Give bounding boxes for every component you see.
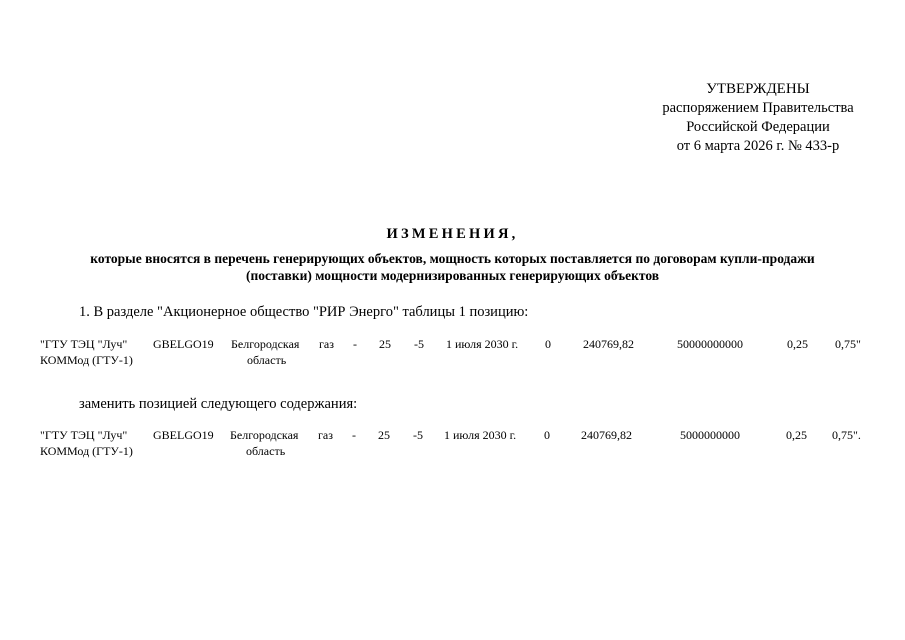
object-name-line-1: "ГТУ ТЭЦ "Луч" bbox=[40, 337, 128, 351]
region-line-2: область bbox=[247, 353, 287, 367]
dash-value: - bbox=[353, 337, 357, 351]
fuel-type: газ bbox=[319, 337, 334, 351]
value-1: 25 bbox=[378, 428, 390, 442]
value-1: 25 bbox=[379, 337, 391, 351]
object-name-line-2: КОММод (ГТУ-1) bbox=[40, 444, 133, 458]
dash-value: - bbox=[352, 428, 356, 442]
value-7: 0,75" bbox=[835, 337, 861, 351]
table-row-replacement bbox=[0, 427, 905, 461]
document-subtitle bbox=[20, 250, 885, 284]
approval-block bbox=[600, 80, 905, 156]
document-title: ИЗМЕНЕНИЯ, bbox=[386, 226, 519, 242]
start-date: 1 июля 2030 г. bbox=[444, 428, 517, 442]
object-code: GBELGO19 bbox=[153, 428, 214, 442]
table-row-original bbox=[0, 336, 905, 370]
approval-line-2: Российской Федерации bbox=[686, 119, 830, 135]
start-date: 1 июля 2030 г. bbox=[446, 337, 519, 351]
region-line-1: Белгородская bbox=[231, 337, 300, 351]
fuel-type: газ bbox=[318, 428, 333, 442]
value-7: 0,75". bbox=[832, 428, 861, 442]
approval-line-1: распоряжением Правительства bbox=[662, 100, 854, 116]
value-5: 5000000000 bbox=[680, 428, 740, 442]
value-4: 240769,82 bbox=[581, 428, 632, 442]
item-1-text: 1. В разделе "Акционерное общество "РИР Энерго" таблицы 1 позицию: bbox=[79, 304, 529, 320]
replace-text: заменить позицией следующего содержания: bbox=[79, 396, 358, 412]
subtitle-line-2: (поставки) мощности модернизированных генерирующих объектов bbox=[245, 268, 660, 283]
object-name-line-2: КОММод (ГТУ-1) bbox=[40, 353, 133, 367]
value-2: -5 bbox=[414, 337, 424, 351]
subtitle-line-1: которые вносятся в перечень генерирующих объектов, мощность которых поставляется по договорам купли-продажи bbox=[90, 251, 815, 266]
object-code: GBELGO19 bbox=[153, 337, 214, 351]
approval-heading: УТВЕРЖДЕНЫ bbox=[706, 81, 810, 97]
value-2: -5 bbox=[413, 428, 423, 442]
value-6: 0,25 bbox=[787, 337, 808, 351]
value-6: 0,25 bbox=[786, 428, 807, 442]
object-name-line-1: "ГТУ ТЭЦ "Луч" bbox=[40, 428, 128, 442]
value-3: 0 bbox=[544, 428, 550, 442]
approval-line-3: от 6 марта 2026 г. № 433-р bbox=[676, 138, 840, 154]
value-3: 0 bbox=[545, 337, 551, 351]
value-5: 50000000000 bbox=[677, 337, 743, 351]
region-line-2: область bbox=[246, 444, 286, 458]
region-line-1: Белгородская bbox=[230, 428, 299, 442]
value-4: 240769,82 bbox=[583, 337, 634, 351]
